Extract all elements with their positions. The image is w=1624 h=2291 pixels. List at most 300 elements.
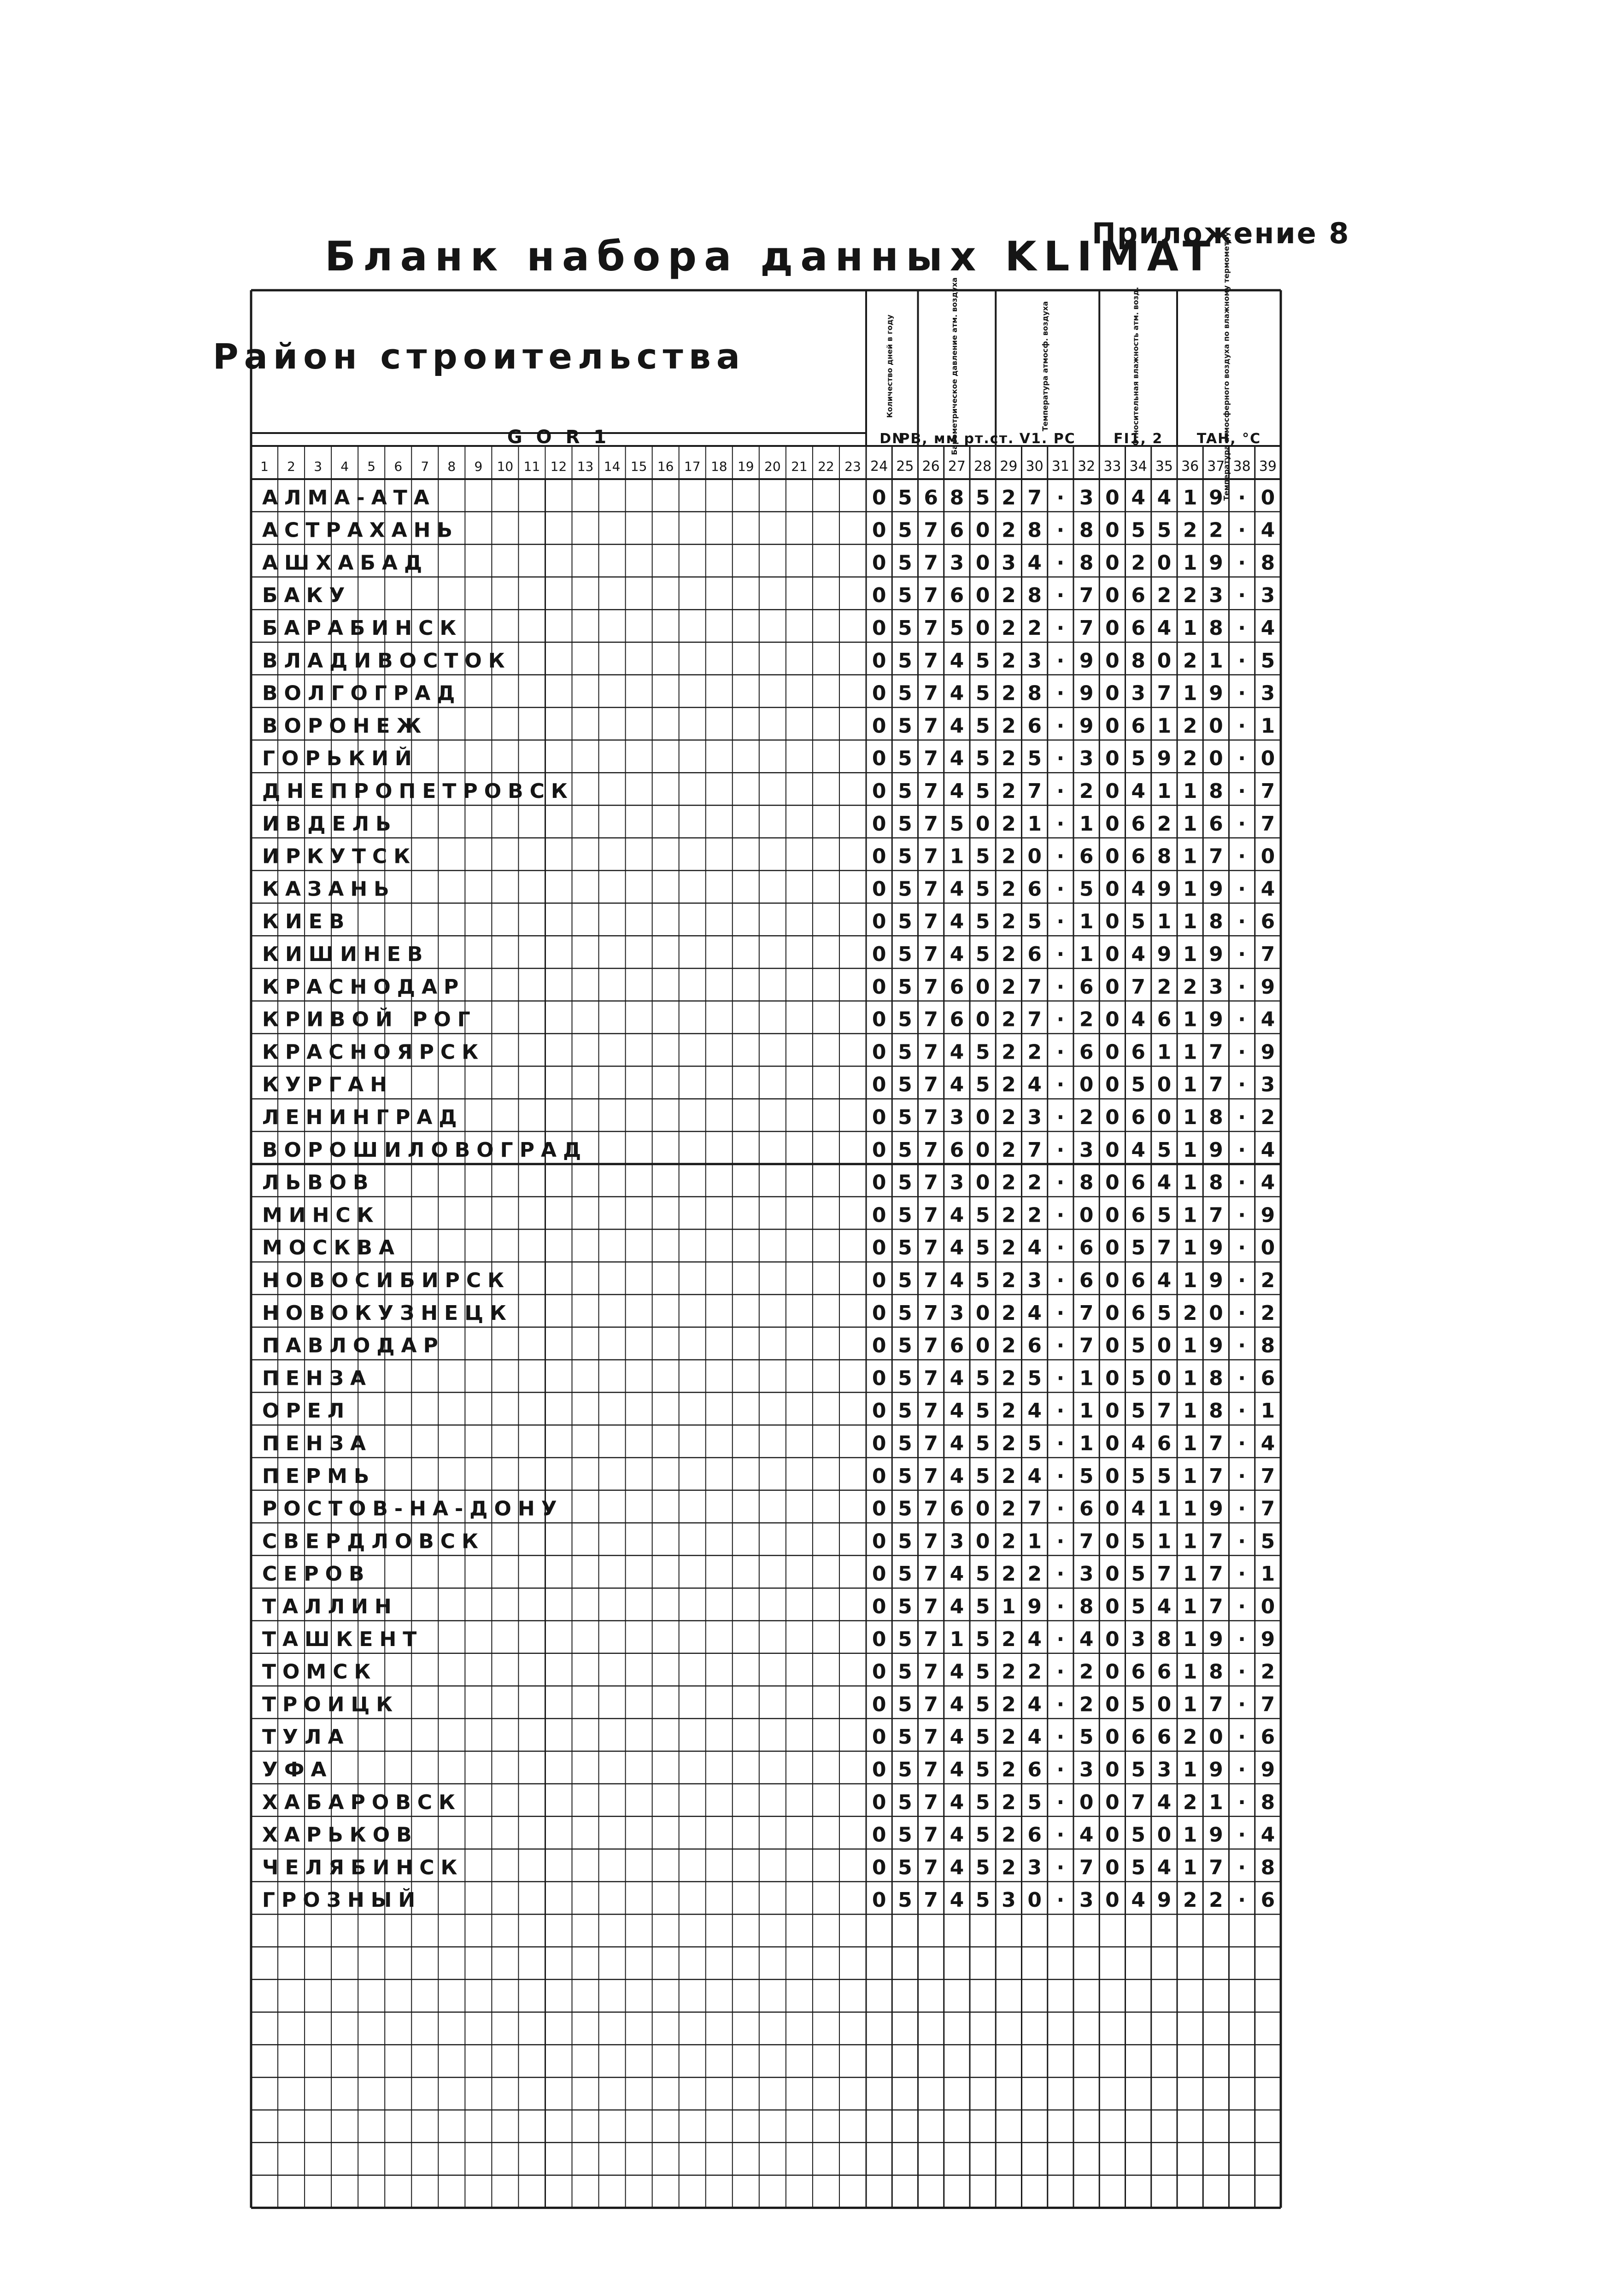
value-cell-38-34: 5 (1131, 1693, 1145, 1717)
value-cell-18-27: 4 (950, 1040, 964, 1064)
value-cell-37-36: 1 (1183, 1660, 1197, 1684)
value-cell-3-27: 3 (950, 551, 964, 575)
value-cell-16-38: · (1238, 975, 1246, 999)
value-cell-13-33: 0 (1105, 877, 1120, 901)
value-cell-25-27: 4 (950, 1269, 964, 1292)
value-cell-11-39: 7 (1261, 812, 1275, 836)
value-cell-34-26: 7 (924, 1562, 938, 1586)
value-cell-31-30: 4 (1027, 1464, 1042, 1488)
value-cell-10-30: 7 (1027, 779, 1042, 803)
value-cell-40-28: 5 (975, 1758, 990, 1781)
value-cell-8-30: 6 (1027, 714, 1042, 738)
value-cell-16-31: · (1056, 975, 1065, 999)
value-cell-1-27: 8 (950, 486, 964, 510)
value-cell-29-34: 5 (1131, 1399, 1145, 1423)
value-cell-9-39: 0 (1261, 747, 1275, 771)
value-cell-17-32: 2 (1079, 1008, 1094, 1031)
value-cell-32-32: 6 (1079, 1497, 1094, 1521)
value-cell-12-38: · (1238, 844, 1246, 868)
value-cell-43-38: · (1238, 1856, 1246, 1880)
value-cell-7-28: 5 (975, 681, 990, 705)
value-cell-4-31: · (1056, 584, 1065, 608)
value-cell-12-30: 0 (1027, 844, 1042, 868)
value-cell-22-27: 3 (950, 1171, 964, 1195)
value-cell-5-33: 0 (1105, 616, 1120, 640)
value-cell-10-37: 8 (1209, 779, 1223, 803)
value-cell-40-34: 5 (1131, 1758, 1145, 1781)
value-cell-8-27: 4 (950, 714, 964, 738)
city-name-1: АЛМА-АТА (262, 486, 436, 510)
value-cell-2-26: 7 (924, 518, 938, 542)
value-cell-25-31: · (1056, 1269, 1065, 1292)
value-cell-3-36: 1 (1183, 551, 1197, 575)
value-cell-28-32: 1 (1079, 1366, 1094, 1390)
value-cell-29-33: 0 (1105, 1399, 1120, 1423)
city-name-22: ЛЬВОВ (262, 1171, 375, 1195)
value-cell-37-26: 7 (924, 1660, 938, 1684)
value-cell-39-35: 6 (1157, 1725, 1172, 1749)
value-cell-5-28: 0 (975, 616, 990, 640)
value-cell-34-25: 5 (898, 1562, 912, 1586)
value-cell-40-29: 2 (1002, 1758, 1016, 1781)
value-cell-13-29: 2 (1002, 877, 1016, 901)
value-cell-15-32: 1 (1079, 943, 1094, 966)
value-cell-9-35: 9 (1157, 747, 1172, 771)
column-number-5: 5 (367, 459, 376, 474)
value-cell-21-24: 0 (872, 1138, 886, 1162)
value-cell-37-28: 5 (975, 1660, 990, 1684)
value-cell-26-28: 0 (975, 1301, 990, 1325)
value-cell-7-29: 2 (1002, 681, 1016, 705)
value-cell-36-39: 9 (1261, 1627, 1275, 1651)
value-cell-4-28: 0 (975, 584, 990, 608)
value-cell-22-30: 2 (1027, 1171, 1042, 1195)
value-cell-29-35: 7 (1157, 1399, 1172, 1423)
value-cell-19-30: 4 (1027, 1073, 1042, 1097)
value-cell-11-36: 1 (1183, 812, 1197, 836)
value-cell-26-29: 2 (1002, 1301, 1016, 1325)
value-cell-26-35: 5 (1157, 1301, 1172, 1325)
column-number-3: 3 (314, 459, 322, 474)
value-cell-23-26: 7 (924, 1203, 938, 1227)
value-cell-3-33: 0 (1105, 551, 1120, 575)
value-cell-38-37: 7 (1209, 1693, 1223, 1717)
city-name-2: АСТРАХАНЬ (262, 518, 459, 542)
value-cell-2-32: 8 (1079, 518, 1094, 542)
value-cell-3-29: 3 (1002, 551, 1016, 575)
column-number-30: 30 (1026, 458, 1044, 475)
city-name-7: ВОЛГОГРАД (262, 681, 462, 705)
value-cell-13-25: 5 (898, 877, 912, 901)
value-cell-30-28: 5 (975, 1432, 990, 1455)
value-cell-1-25: 5 (898, 486, 912, 510)
value-cell-29-36: 1 (1183, 1399, 1197, 1423)
value-cell-29-28: 5 (975, 1399, 990, 1423)
value-cell-12-33: 0 (1105, 844, 1120, 868)
value-cell-42-29: 2 (1002, 1823, 1016, 1847)
value-cell-21-31: · (1056, 1138, 1065, 1162)
value-cell-8-28: 5 (975, 714, 990, 738)
value-cell-20-33: 0 (1105, 1106, 1120, 1129)
value-cell-23-35: 5 (1157, 1203, 1172, 1227)
value-cell-23-25: 5 (898, 1203, 912, 1227)
value-cell-32-31: · (1056, 1497, 1065, 1521)
group-code-2: PB, мм рт.ст. (899, 431, 1014, 447)
value-cell-9-26: 7 (924, 747, 938, 771)
value-cell-6-31: · (1056, 649, 1065, 673)
value-cell-35-29: 1 (1002, 1595, 1016, 1618)
city-name-30: ПЕНЗА (262, 1432, 373, 1455)
value-cell-32-37: 9 (1209, 1497, 1223, 1521)
value-cell-35-31: · (1056, 1595, 1065, 1618)
value-cell-18-33: 0 (1105, 1040, 1120, 1064)
value-cell-19-28: 5 (975, 1073, 990, 1097)
value-cell-18-25: 5 (898, 1040, 912, 1064)
value-cell-21-25: 5 (898, 1138, 912, 1162)
value-cell-17-27: 6 (950, 1008, 964, 1031)
value-cell-8-38: · (1238, 714, 1246, 738)
city-name-44: ГРОЗНЫЙ (262, 1888, 422, 1912)
value-cell-42-31: · (1056, 1823, 1065, 1847)
value-cell-27-34: 5 (1131, 1334, 1145, 1358)
value-cell-7-36: 1 (1183, 681, 1197, 705)
value-cell-5-32: 7 (1079, 616, 1094, 640)
value-cell-9-29: 2 (1002, 747, 1016, 771)
value-cell-17-24: 0 (872, 1008, 886, 1031)
value-cell-26-26: 7 (924, 1301, 938, 1325)
value-cell-26-36: 2 (1183, 1301, 1197, 1325)
value-cell-7-39: 3 (1261, 681, 1275, 705)
value-cell-21-29: 2 (1002, 1138, 1016, 1162)
value-cell-33-36: 1 (1183, 1529, 1197, 1553)
value-cell-36-35: 8 (1157, 1627, 1172, 1651)
value-cell-29-38: · (1238, 1399, 1246, 1423)
column-number-37: 37 (1207, 458, 1225, 475)
value-cell-17-34: 4 (1131, 1008, 1145, 1031)
value-cell-40-30: 6 (1027, 1758, 1042, 1781)
value-cell-36-29: 2 (1002, 1627, 1016, 1651)
city-name-5: БАРАБИНСК (262, 616, 463, 640)
value-cell-24-24: 0 (872, 1236, 886, 1260)
value-cell-39-31: · (1056, 1725, 1065, 1749)
value-cell-19-37: 7 (1209, 1073, 1223, 1097)
value-cell-35-26: 7 (924, 1595, 938, 1618)
value-cell-37-32: 2 (1079, 1660, 1094, 1684)
city-name-43: ЧЕЛЯБИНСК (262, 1856, 464, 1880)
value-cell-16-24: 0 (872, 975, 886, 999)
value-cell-11-33: 0 (1105, 812, 1120, 836)
value-cell-29-29: 2 (1002, 1399, 1016, 1423)
value-cell-4-30: 8 (1027, 584, 1042, 608)
value-cell-11-26: 7 (924, 812, 938, 836)
value-cell-7-31: · (1056, 681, 1065, 705)
value-cell-19-27: 4 (950, 1073, 964, 1097)
value-cell-13-26: 7 (924, 877, 938, 901)
value-cell-4-26: 7 (924, 584, 938, 608)
value-cell-33-39: 5 (1261, 1529, 1275, 1553)
group-header-5: Температура атмосферного воздуха по влажному термометру (1222, 232, 1231, 501)
value-cell-9-34: 5 (1131, 747, 1145, 771)
value-cell-38-31: · (1056, 1693, 1065, 1717)
value-cell-27-24: 0 (872, 1334, 886, 1358)
value-cell-1-30: 7 (1027, 486, 1042, 510)
value-cell-19-29: 2 (1002, 1073, 1016, 1097)
value-cell-30-33: 0 (1105, 1432, 1120, 1455)
value-cell-10-36: 1 (1183, 779, 1197, 803)
value-cell-33-26: 7 (924, 1529, 938, 1553)
value-cell-42-27: 4 (950, 1823, 964, 1847)
value-cell-34-37: 7 (1209, 1562, 1223, 1586)
value-cell-30-39: 4 (1261, 1432, 1275, 1455)
city-name-18: КРАСНОЯРСК (262, 1040, 485, 1064)
value-cell-25-25: 5 (898, 1269, 912, 1292)
value-cell-23-29: 2 (1002, 1203, 1016, 1227)
value-cell-8-25: 5 (898, 714, 912, 738)
value-cell-16-37: 3 (1209, 975, 1223, 999)
value-cell-37-35: 6 (1157, 1660, 1172, 1684)
value-cell-37-33: 0 (1105, 1660, 1120, 1684)
grid-lines (251, 290, 1281, 2208)
value-cell-13-34: 4 (1131, 877, 1145, 901)
value-cell-28-37: 8 (1209, 1366, 1223, 1390)
value-cell-36-31: · (1056, 1627, 1065, 1651)
value-cell-9-30: 5 (1027, 747, 1042, 771)
value-cell-22-32: 8 (1079, 1171, 1094, 1195)
value-cell-9-33: 0 (1105, 747, 1120, 771)
value-cell-17-36: 1 (1183, 1008, 1197, 1031)
value-cell-27-27: 6 (950, 1334, 964, 1358)
value-cell-14-31: · (1056, 910, 1065, 934)
value-cell-30-29: 2 (1002, 1432, 1016, 1455)
value-cell-39-36: 2 (1183, 1725, 1197, 1749)
value-cell-41-30: 5 (1027, 1790, 1042, 1814)
value-cell-17-28: 0 (975, 1008, 990, 1031)
value-cell-31-25: 5 (898, 1464, 912, 1488)
value-cell-12-39: 0 (1261, 844, 1275, 868)
value-cell-6-26: 7 (924, 649, 938, 673)
value-cell-39-32: 5 (1079, 1725, 1094, 1749)
value-cell-14-37: 8 (1209, 910, 1223, 934)
value-cell-4-35: 2 (1157, 584, 1172, 608)
value-cell-7-34: 3 (1131, 681, 1145, 705)
value-cell-44-24: 0 (872, 1888, 886, 1912)
value-cell-9-24: 0 (872, 747, 886, 771)
city-name-38: ТРОИЦК (262, 1693, 399, 1717)
value-cell-31-29: 2 (1002, 1464, 1016, 1488)
value-cell-30-32: 1 (1079, 1432, 1094, 1455)
value-cell-5-37: 8 (1209, 616, 1223, 640)
value-cell-41-31: · (1056, 1790, 1065, 1814)
group-header-2: Барометрическое давление атм. воздуха (950, 277, 959, 455)
value-cell-42-38: · (1238, 1823, 1246, 1847)
value-cell-37-38: · (1238, 1660, 1246, 1684)
value-cell-28-28: 5 (975, 1366, 990, 1390)
value-cell-40-35: 3 (1157, 1758, 1172, 1781)
value-cell-33-34: 5 (1131, 1529, 1145, 1553)
value-cell-19-39: 3 (1261, 1073, 1275, 1097)
value-cell-2-25: 5 (898, 518, 912, 542)
value-cell-18-38: · (1238, 1040, 1246, 1064)
value-cell-10-39: 7 (1261, 779, 1275, 803)
value-cell-33-24: 0 (872, 1529, 886, 1553)
value-cell-9-27: 4 (950, 747, 964, 771)
value-cell-40-24: 0 (872, 1758, 886, 1781)
value-cell-35-28: 5 (975, 1595, 990, 1618)
city-name-24: МОСКВА (262, 1236, 401, 1260)
value-cell-2-37: 2 (1209, 518, 1223, 542)
value-cell-13-30: 6 (1027, 877, 1042, 901)
value-cell-26-39: 2 (1261, 1301, 1275, 1325)
value-cell-6-39: 5 (1261, 649, 1275, 673)
value-cell-2-29: 2 (1002, 518, 1016, 542)
value-cell-30-38: · (1238, 1432, 1246, 1455)
column-number-23: 23 (844, 459, 861, 474)
value-cell-43-39: 8 (1261, 1856, 1275, 1880)
value-cell-34-39: 1 (1261, 1562, 1275, 1586)
value-cell-14-26: 7 (924, 910, 938, 934)
value-cell-14-38: · (1238, 910, 1246, 934)
column-number-7: 7 (421, 459, 429, 474)
value-cell-33-28: 0 (975, 1529, 990, 1553)
value-cell-1-39: 0 (1261, 486, 1275, 510)
value-cell-7-35: 7 (1157, 681, 1172, 705)
value-cell-42-36: 1 (1183, 1823, 1197, 1847)
value-cell-13-39: 4 (1261, 877, 1275, 901)
form-title: Бланк набора данных KLIMAT (325, 233, 1218, 280)
value-cell-14-27: 4 (950, 910, 964, 934)
value-cell-27-37: 9 (1209, 1334, 1223, 1358)
value-cell-28-29: 2 (1002, 1366, 1016, 1390)
value-cell-14-25: 5 (898, 910, 912, 934)
value-cell-31-37: 7 (1209, 1464, 1223, 1488)
value-cell-12-28: 5 (975, 844, 990, 868)
value-cell-1-36: 1 (1183, 486, 1197, 510)
value-cell-22-29: 2 (1002, 1171, 1016, 1195)
value-cell-40-37: 9 (1209, 1758, 1223, 1781)
value-cell-30-26: 7 (924, 1432, 938, 1455)
value-cell-1-29: 2 (1002, 486, 1016, 510)
value-cell-10-33: 0 (1105, 779, 1120, 803)
value-cell-27-29: 2 (1002, 1334, 1016, 1358)
group-header-4: Относительная влажность атм. возд. (1131, 287, 1140, 446)
column-number-11: 11 (523, 459, 540, 474)
value-cell-35-38: · (1238, 1595, 1246, 1618)
column-number-22: 22 (818, 459, 834, 474)
value-cell-37-37: 8 (1209, 1660, 1223, 1684)
value-cell-36-34: 3 (1131, 1627, 1145, 1651)
value-cell-9-25: 5 (898, 747, 912, 771)
value-cell-34-28: 5 (975, 1562, 990, 1586)
value-cell-23-32: 0 (1079, 1203, 1094, 1227)
value-cell-31-24: 0 (872, 1464, 886, 1488)
value-cell-5-26: 7 (924, 616, 938, 640)
value-cell-3-32: 8 (1079, 551, 1094, 575)
value-cell-18-35: 1 (1157, 1040, 1172, 1064)
value-cell-44-28: 5 (975, 1888, 990, 1912)
value-cell-13-38: · (1238, 877, 1246, 901)
value-cell-7-32: 9 (1079, 681, 1094, 705)
value-cell-38-30: 4 (1027, 1693, 1042, 1717)
value-cell-27-25: 5 (898, 1334, 912, 1358)
value-cell-2-38: · (1238, 518, 1246, 542)
value-cell-38-33: 0 (1105, 1693, 1120, 1717)
value-cell-11-27: 5 (950, 812, 964, 836)
value-cell-14-39: 6 (1261, 910, 1275, 934)
value-cell-4-39: 3 (1261, 584, 1275, 608)
value-cell-24-31: · (1056, 1236, 1065, 1260)
value-cell-5-30: 2 (1027, 616, 1042, 640)
value-cell-12-25: 5 (898, 844, 912, 868)
value-cell-44-38: · (1238, 1888, 1246, 1912)
value-cell-27-28: 0 (975, 1334, 990, 1358)
value-cell-39-39: 6 (1261, 1725, 1275, 1749)
column-number-25: 25 (896, 458, 914, 475)
value-cell-32-38: · (1238, 1497, 1246, 1521)
value-cell-11-35: 2 (1157, 812, 1172, 836)
value-cell-13-37: 9 (1209, 877, 1223, 901)
column-number-33: 33 (1103, 458, 1121, 475)
value-cell-17-35: 6 (1157, 1008, 1172, 1031)
city-name-40: УФА (262, 1758, 333, 1781)
value-cell-9-36: 2 (1183, 747, 1197, 771)
value-cell-11-30: 1 (1027, 812, 1042, 836)
value-cell-15-34: 4 (1131, 943, 1145, 966)
value-cell-13-36: 1 (1183, 877, 1197, 901)
value-cell-42-32: 4 (1079, 1823, 1094, 1847)
value-cell-24-26: 7 (924, 1236, 938, 1260)
value-cell-36-38: · (1238, 1627, 1246, 1651)
value-cell-2-39: 4 (1261, 518, 1275, 542)
value-cell-37-39: 2 (1261, 1660, 1275, 1684)
value-cell-2-35: 5 (1157, 518, 1172, 542)
value-cell-36-27: 1 (950, 1627, 964, 1651)
value-cell-10-34: 4 (1131, 779, 1145, 803)
value-cell-36-30: 4 (1027, 1627, 1042, 1651)
value-cell-29-27: 4 (950, 1399, 964, 1423)
value-cell-44-32: 3 (1079, 1888, 1094, 1912)
value-cell-38-32: 2 (1079, 1693, 1094, 1717)
value-cell-26-25: 5 (898, 1301, 912, 1325)
value-cell-1-31: · (1056, 486, 1065, 510)
value-cell-13-28: 5 (975, 877, 990, 901)
value-cell-44-30: 0 (1027, 1888, 1042, 1912)
city-name-11: ИВДЕЛЬ (262, 812, 398, 836)
value-cell-32-39: 7 (1261, 1497, 1275, 1521)
value-cell-43-31: · (1056, 1856, 1065, 1880)
value-cell-18-34: 6 (1131, 1040, 1145, 1064)
value-cell-21-37: 9 (1209, 1138, 1223, 1162)
value-cell-12-31: · (1056, 844, 1065, 868)
value-cell-41-28: 5 (975, 1790, 990, 1814)
value-cell-2-34: 5 (1131, 518, 1145, 542)
value-cell-26-34: 6 (1131, 1301, 1145, 1325)
value-cell-43-32: 7 (1079, 1856, 1094, 1880)
value-cell-41-32: 0 (1079, 1790, 1094, 1814)
value-cell-15-26: 7 (924, 943, 938, 966)
value-cell-9-28: 5 (975, 747, 990, 771)
value-cell-28-31: · (1056, 1366, 1065, 1390)
value-cell-30-31: · (1056, 1432, 1065, 1455)
value-cell-15-35: 9 (1157, 943, 1172, 966)
value-cell-16-39: 9 (1261, 975, 1275, 999)
value-cell-43-27: 4 (950, 1856, 964, 1880)
value-cell-7-25: 5 (898, 681, 912, 705)
value-cell-14-24: 0 (872, 910, 886, 934)
value-cell-28-39: 6 (1261, 1366, 1275, 1390)
value-cell-22-25: 5 (898, 1171, 912, 1195)
value-cell-26-30: 4 (1027, 1301, 1042, 1325)
value-cell-37-34: 6 (1131, 1660, 1145, 1684)
